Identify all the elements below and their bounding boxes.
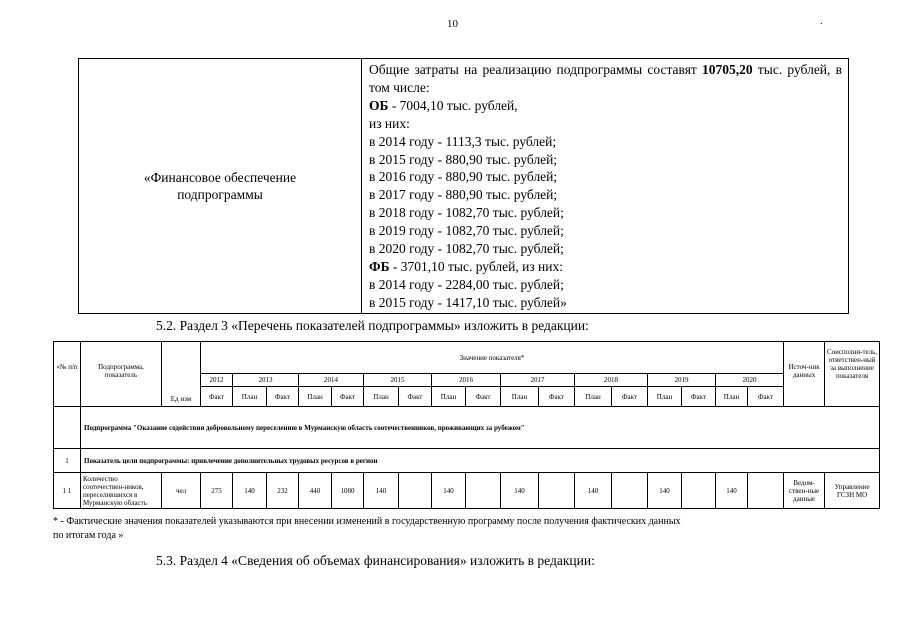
row-name: Количество соотечествен-ников, переселившихся в Мурманскую область bbox=[81, 473, 162, 509]
finance-ob-label: ОБ bbox=[369, 97, 389, 113]
finance-details-cell bbox=[362, 59, 849, 314]
row-value bbox=[612, 473, 648, 509]
row-value: 140 bbox=[575, 473, 612, 509]
finance-of-them: из них: bbox=[369, 115, 410, 131]
row-value bbox=[399, 473, 432, 509]
year-2020: 2020 bbox=[716, 374, 784, 387]
finance-ob-year: в 2016 году - 880,90 тыс. рублей; bbox=[369, 169, 558, 185]
row-value bbox=[748, 473, 784, 509]
header-num: «№ п/п bbox=[54, 342, 81, 407]
footnote-line1: * - Фактические значения показателей указываются при внесении изменений в государственную программу после получения фактических данных bbox=[53, 516, 681, 527]
subheader-fact: Факт bbox=[682, 387, 716, 407]
finance-fb-line bbox=[369, 258, 842, 276]
subheader-plan: План bbox=[716, 387, 748, 407]
row-unit: чел bbox=[162, 473, 201, 509]
finance-table bbox=[78, 58, 849, 314]
row-value: 140 bbox=[648, 473, 682, 509]
footnote-line2: по итогам года » bbox=[53, 530, 124, 541]
finance-total-value: 10705,20 bbox=[702, 62, 753, 77]
subheader-plan: План bbox=[299, 387, 332, 407]
row-num: 1 1 bbox=[54, 473, 81, 509]
subheader-fact: Факт bbox=[332, 387, 364, 407]
goal-text: Показатель цели подпрограммы: привлечение дополнительных трудовых ресурсов в регион bbox=[81, 449, 880, 473]
row-value: 140 bbox=[716, 473, 748, 509]
finance-ob-year: в 2017 году - 880,90 тыс. рублей; bbox=[369, 187, 558, 203]
subheader-fact: Факт bbox=[612, 387, 648, 407]
finance-fb-year: в 2014 году - 2284,00 тыс. рублей; bbox=[369, 276, 564, 292]
subheader-fact: Факт bbox=[201, 387, 233, 407]
row-value: 232 bbox=[267, 473, 299, 509]
finance-ob-text: - 7004,10 тыс. рублей, bbox=[388, 97, 518, 113]
year-2013: 2013 bbox=[233, 374, 299, 387]
subheader-plan: План bbox=[432, 387, 466, 407]
year-2014: 2014 bbox=[299, 374, 364, 387]
corner-mark: . bbox=[820, 16, 823, 27]
year-2017: 2017 bbox=[501, 374, 575, 387]
finance-ob-line bbox=[369, 97, 842, 115]
year-2012: 2012 bbox=[201, 374, 233, 387]
row-value: 440 bbox=[299, 473, 332, 509]
subheader-plan: План bbox=[501, 387, 539, 407]
finance-total-suffix: тыс. рублей, в том числе: bbox=[369, 62, 842, 95]
page-number: 10 bbox=[447, 18, 458, 30]
row-value: 140 bbox=[432, 473, 466, 509]
row-value: 140 bbox=[501, 473, 539, 509]
finance-fb-text: - 3701,10 тыс. рублей, из них: bbox=[389, 258, 564, 274]
subheader-plan: План bbox=[364, 387, 399, 407]
row-value bbox=[539, 473, 575, 509]
finance-ob-year: в 2018 году - 1082,70 тыс. рублей; bbox=[369, 205, 564, 221]
finance-total-prefix: Общие затраты на реализацию подпрограммы составят bbox=[369, 62, 703, 77]
subheader-plan: План bbox=[648, 387, 682, 407]
subheader-fact: Факт bbox=[748, 387, 784, 407]
row-value bbox=[466, 473, 501, 509]
finance-fb-label: ФБ bbox=[369, 258, 390, 274]
header-responsible: Соисполни-тель, ответствен-ный за выполнение показателя bbox=[825, 342, 880, 407]
header-name: Подпрограмма, показатель bbox=[81, 342, 162, 407]
footnote bbox=[53, 515, 681, 543]
subheader-fact: Факт bbox=[539, 387, 575, 407]
header-values: Значение показателя* bbox=[201, 342, 784, 374]
header-unit: Ед изм bbox=[162, 342, 201, 407]
section-5-2-heading: 5.2. Раздел 3 «Перечень показателей подпрограммы» изложить в редакции: bbox=[156, 318, 589, 333]
row-value: 140 bbox=[233, 473, 267, 509]
finance-fb-year: в 2015 году - 1417,10 тыс. рублей» bbox=[369, 294, 567, 310]
finance-ob-year: в 2014 году - 1113,3 тыс. рублей; bbox=[369, 133, 557, 149]
subheader-plan: План bbox=[575, 387, 612, 407]
row-value: 140 bbox=[364, 473, 399, 509]
row-value: 275 bbox=[201, 473, 233, 509]
row-value bbox=[682, 473, 716, 509]
finance-label-line2: подпрограммы bbox=[177, 186, 263, 202]
finance-ob-year: в 2019 году - 1082,70 тыс. рублей; bbox=[369, 223, 564, 239]
subheader-fact: Факт bbox=[399, 387, 432, 407]
section-5-3-heading: 5.3. Раздел 4 «Сведения об объемах финансирования» изложить в редакции: bbox=[156, 553, 595, 568]
year-2018: 2018 bbox=[575, 374, 648, 387]
header-source: Источ-ник данных bbox=[784, 342, 825, 407]
row-value: 1080 bbox=[332, 473, 364, 509]
row-responsible: Управление ГСЗН МО bbox=[825, 473, 880, 509]
indicators-table bbox=[53, 341, 880, 509]
finance-total-text bbox=[369, 61, 842, 97]
finance-ob-year: в 2020 году - 1082,70 тыс. рублей; bbox=[369, 241, 564, 257]
subheader-plan: План bbox=[233, 387, 267, 407]
finance-ob-year: в 2015 году - 880,90 тыс. рублей; bbox=[369, 151, 558, 167]
subheader-fact: Факт bbox=[466, 387, 501, 407]
goal-num: 1 bbox=[54, 449, 81, 473]
table-row bbox=[54, 473, 880, 509]
subheader-fact: Факт bbox=[267, 387, 299, 407]
year-2015: 2015 bbox=[364, 374, 432, 387]
finance-label-cell bbox=[79, 59, 362, 314]
subprogram-num-cell bbox=[54, 407, 81, 449]
row-source: Ведом-ствен-ные данные bbox=[784, 473, 825, 509]
year-2016: 2016 bbox=[432, 374, 501, 387]
year-2019: 2019 bbox=[648, 374, 716, 387]
subprogram-title: Подпрограмма "Оказание содействия добровольному переселению в Мурманскую область соотечественников, проживающих за рубежом" bbox=[81, 407, 880, 449]
finance-label-line1: «Финансовое обеспечение bbox=[143, 169, 297, 185]
